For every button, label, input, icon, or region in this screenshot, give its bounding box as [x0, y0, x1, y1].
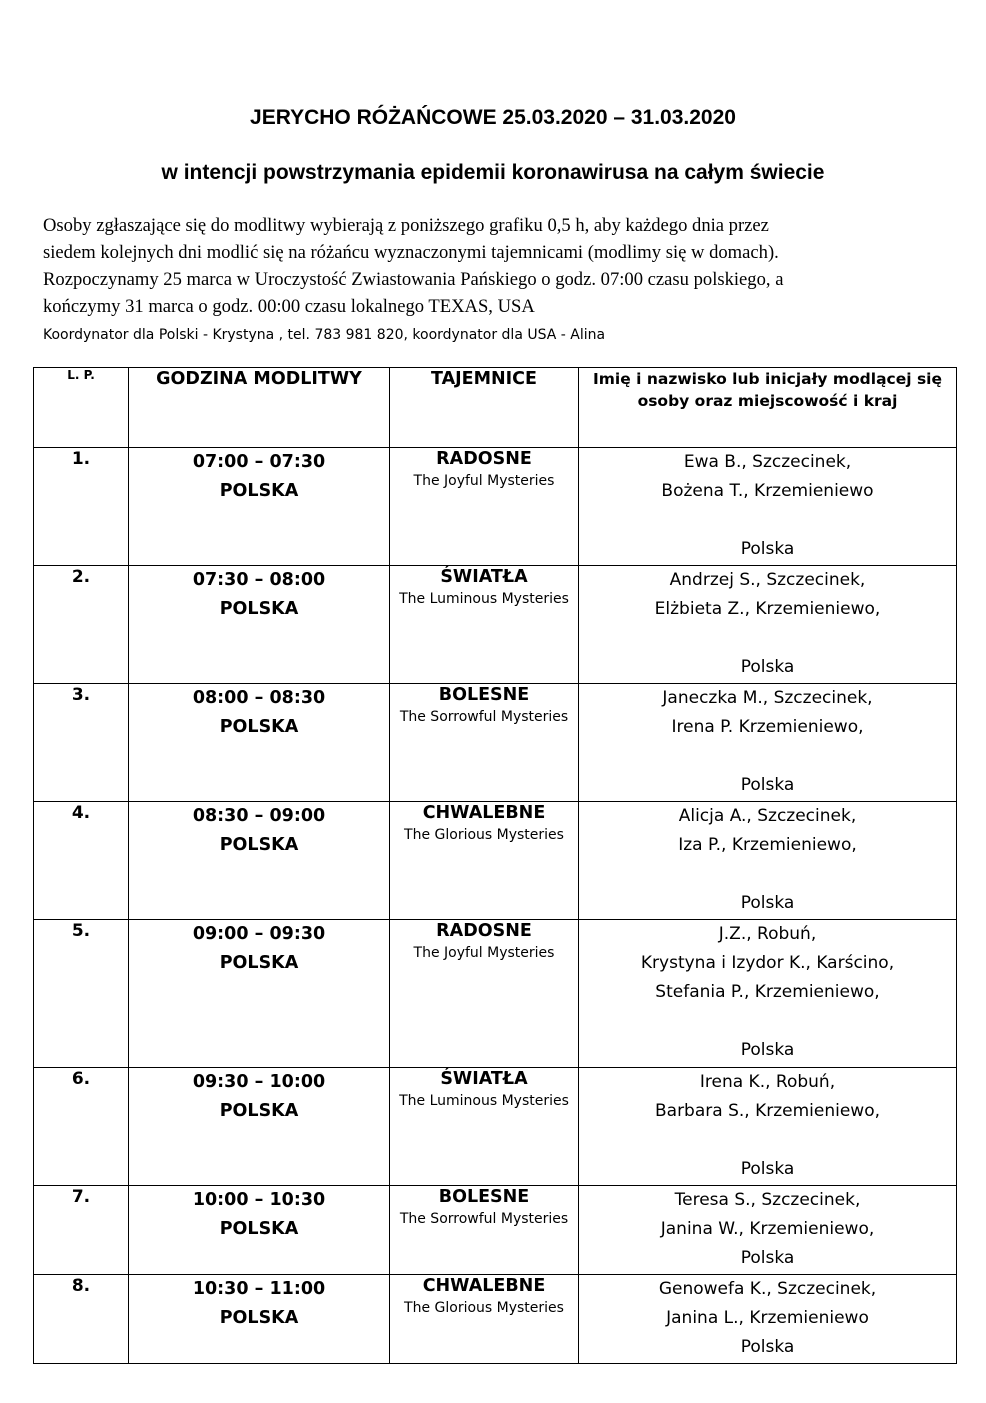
participant-country: Polska	[740, 775, 795, 795]
time-cell	[129, 1068, 390, 1186]
mysteries-polish: CHWALEBNE	[422, 803, 546, 823]
time-cell	[129, 920, 390, 1068]
mysteries-cell	[390, 566, 579, 684]
mysteries-cell	[390, 1186, 579, 1275]
spacer	[579, 860, 956, 889]
mysteries-english: The Joyful Mysteries	[413, 945, 555, 961]
page-title: JERYCHO RÓŻAŃCOWE 25.03.2020 – 31.03.2020	[250, 106, 736, 129]
participant-name: Alicja A., Szczecinek,	[678, 806, 857, 826]
mysteries-cell	[390, 802, 579, 920]
participant-name: Stefania P., Krzemieniewo,	[655, 982, 880, 1002]
participant-country: Polska	[740, 893, 795, 913]
intro-paragraph	[43, 212, 943, 320]
participant-name: Janina W., Krzemieniewo,	[660, 1219, 875, 1239]
spacer	[579, 506, 956, 535]
names-cell	[579, 684, 957, 802]
row-number: 8.	[34, 1275, 129, 1364]
row-number: 6.	[34, 1068, 129, 1186]
row-number: 1.	[34, 448, 129, 566]
header-lp: L. P.	[34, 368, 129, 448]
names-cell	[579, 920, 957, 1068]
participant-country: Polska	[740, 1159, 795, 1179]
participant-country: Polska	[740, 657, 795, 677]
intro-line: kończymy 31 marca o godz. 00:00 czasu lokalnego TEXAS, USA	[43, 296, 535, 317]
row-number: 5.	[34, 920, 129, 1068]
participant-name: Krystyna i Izydor K., Karścino,	[640, 953, 895, 973]
mysteries-polish: RADOSNE	[436, 921, 532, 941]
table-row	[34, 566, 957, 684]
time-cell	[129, 684, 390, 802]
time-country: POLSKA	[219, 1219, 299, 1239]
names-cell	[579, 1068, 957, 1186]
header-names-line: osoby oraz miejscowość i kraj	[637, 392, 898, 410]
table-body	[34, 448, 957, 1364]
mysteries-english: The Luminous Mysteries	[399, 591, 569, 607]
time-range: 09:30 – 10:00	[192, 1072, 326, 1092]
intro-line: Rozpoczynamy 25 marca w Uroczystość Zwiastowania Pańskiego o godz. 07:00 czasu polskiego, a	[43, 269, 784, 290]
time-cell	[129, 1186, 390, 1275]
mysteries-polish: ŚWIATŁA	[440, 567, 528, 587]
header-mysteries: TAJEMNICE	[390, 368, 579, 448]
time-country: POLSKA	[219, 1308, 299, 1328]
mysteries-cell	[390, 1275, 579, 1364]
participant-name: Elżbieta Z., Krzemieniewo,	[654, 599, 881, 619]
mysteries-english: The Sorrowful Mysteries	[399, 709, 569, 725]
participant-name: Iza P., Krzemieniewo,	[678, 835, 857, 855]
names-cell	[579, 1186, 957, 1275]
time-cell	[129, 566, 390, 684]
participant-country: Polska	[740, 1040, 795, 1060]
header-time: GODZINA MODLITWY	[129, 368, 390, 448]
mysteries-cell	[390, 920, 579, 1068]
row-number: 3.	[34, 684, 129, 802]
row-number: 7.	[34, 1186, 129, 1275]
participant-name: Ewa B., Szczecinek,	[683, 452, 852, 472]
table-row	[34, 684, 957, 802]
time-range: 09:00 – 09:30	[192, 924, 326, 944]
spacer	[579, 624, 956, 653]
mysteries-cell	[390, 1068, 579, 1186]
participant-name: Teresa S., Szczecinek,	[674, 1190, 861, 1210]
time-country: POLSKA	[219, 599, 299, 619]
participant-country: Polska	[740, 1248, 795, 1268]
mysteries-english: The Glorious Mysteries	[404, 1300, 564, 1316]
intro-line: siedem kolejnych dni modlić się na różańcu wyznaczonymi tajemnicami (modlimy się w domach).	[43, 242, 779, 263]
participant-name: Genowefa K., Szczecinek,	[658, 1279, 877, 1299]
time-country: POLSKA	[219, 953, 299, 973]
time-country: POLSKA	[219, 1101, 299, 1121]
time-range: 10:30 – 11:00	[192, 1279, 326, 1299]
table-row	[34, 448, 957, 566]
table-header-row	[34, 368, 957, 448]
time-country: POLSKA	[219, 835, 299, 855]
mysteries-cell	[390, 684, 579, 802]
mysteries-polish: BOLESNE	[438, 685, 530, 705]
page-subtitle: w intencji powstrzymania epidemii koronawirusa na całym świecie	[161, 161, 825, 184]
names-cell	[579, 566, 957, 684]
participant-name: Janeczka M., Szczecinek,	[662, 688, 873, 708]
header-names-line: Imię i nazwisko lub inicjały modlącej się	[593, 370, 942, 388]
mysteries-polish: BOLESNE	[438, 1187, 530, 1207]
spacer	[579, 1126, 956, 1155]
time-range: 07:30 – 08:00	[192, 570, 326, 590]
time-range: 07:00 – 07:30	[192, 452, 326, 472]
mysteries-english: The Glorious Mysteries	[404, 827, 564, 843]
row-number: 2.	[34, 566, 129, 684]
participant-name: Andrzej S., Szczecinek,	[669, 570, 866, 590]
time-range: 08:30 – 09:00	[192, 806, 326, 826]
mysteries-english: The Sorrowful Mysteries	[399, 1211, 569, 1227]
table-row	[34, 1275, 957, 1364]
header-names	[579, 368, 957, 448]
participant-name: Irena P. Krzemieniewo,	[671, 717, 864, 737]
mysteries-polish: RADOSNE	[436, 449, 532, 469]
time-country: POLSKA	[219, 481, 299, 501]
schedule-table	[33, 367, 957, 1364]
time-cell	[129, 1275, 390, 1364]
participant-name: Janina L., Krzemieniewo	[666, 1308, 869, 1328]
participant-name: Bożena T., Krzemieniewo	[661, 481, 874, 501]
participant-name: Barbara S., Krzemieniewo,	[654, 1101, 881, 1121]
mysteries-english: The Joyful Mysteries	[413, 473, 555, 489]
time-cell	[129, 448, 390, 566]
mysteries-polish: CHWALEBNE	[422, 1276, 546, 1296]
mysteries-cell	[390, 448, 579, 566]
coordinator-info: Koordynator dla Polski - Krystyna , tel. 783 981 820, koordynator dla USA - Alina	[43, 327, 606, 343]
intro-line: Osoby zgłaszające się do modlitwy wybierają z poniższego grafiku 0,5 h, aby każdego dnia przez	[43, 215, 769, 236]
names-cell	[579, 1275, 957, 1364]
table-row	[34, 1186, 957, 1275]
participant-country: Polska	[740, 539, 795, 559]
table-row	[34, 802, 957, 920]
table-row	[34, 1068, 957, 1186]
row-number: 4.	[34, 802, 129, 920]
participant-name: J.Z., Robuń,	[718, 924, 817, 944]
time-country: POLSKA	[219, 717, 299, 737]
names-cell	[579, 448, 957, 566]
spacer	[579, 742, 956, 771]
participant-country: Polska	[740, 1337, 795, 1357]
mysteries-polish: ŚWIATŁA	[440, 1069, 528, 1089]
time-range: 10:00 – 10:30	[192, 1190, 326, 1210]
time-cell	[129, 802, 390, 920]
mysteries-english: The Luminous Mysteries	[399, 1093, 569, 1109]
table-row	[34, 920, 957, 1068]
spacer	[579, 1007, 956, 1036]
names-cell	[579, 802, 957, 920]
time-range: 08:00 – 08:30	[192, 688, 326, 708]
participant-name: Irena K., Robuń,	[699, 1072, 836, 1092]
